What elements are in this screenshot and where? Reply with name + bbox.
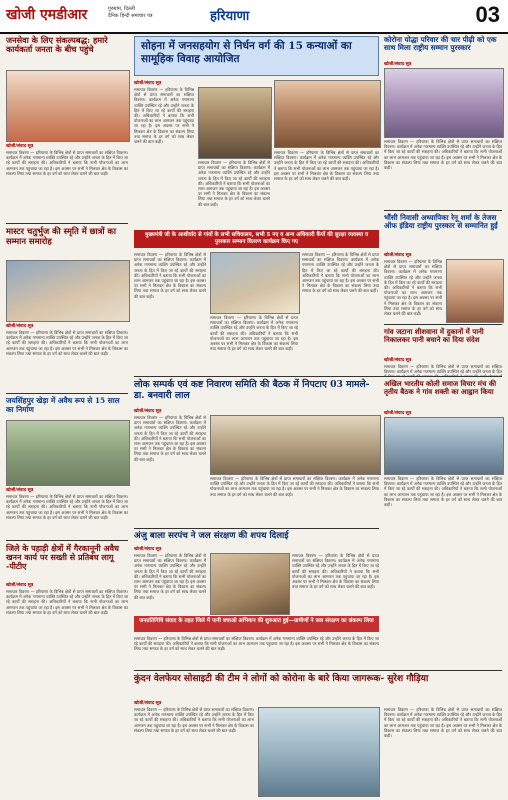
text-a2-col4: समाचार विवरण — हरियाणा के विभिन्न क्षेत्रों से प्राप्त समाचारों का संक्षिप्त विवरण। कार्यक्रम में अनेक गणमान्य व्यक्ति उपस्थित रहे और उन्होंने जनता के हित में किए जा रहे कार्यों की सराहना की। अधिकारियों ने बताया कि सभी योजनाओं का लाभ आमजन तक पहुंचाया जा रहा है। इस अवसर पर सभी ने मिलकर क्षेत्र के विकास का संकल्प लिया तथा समाज के हर वर्ग को साथ लेकर चलने की बात कही। [134,252,206,299]
headline-a3: कोरोना योद्धा परिवार की चार पीढ़ी को एक साथ मिला राष्ट्रीय सम्मान पुरस्कार [384,35,497,53]
masthead-meta [108,6,153,20]
photo-a1 [6,70,130,142]
meta-line-1: गुरुग्राम, दिल्ली [108,6,135,12]
byline-a10: खोजी/संवाद सूत्र [6,583,34,588]
photo-a3 [384,68,504,138]
byline-a1: खोजी/संवाद सूत्र [6,144,34,149]
section-title: हरियाणा [210,9,250,24]
byline-a12: खोजी/संवाद सूत्र [134,701,162,706]
text-a11-col1: समाचार विवरण — हरियाणा के विभिन्न क्षेत्रों से प्राप्त समाचारों का संक्षिप्त विवरण। कार्यक्रम में अनेक गणमान्य व्यक्ति उपस्थित रहे और उन्होंने जनता के हित में किए जा रहे कार्यों की सराहना की। अधिकारियों ने बताया कि सभी योजनाओं का लाभ आमजन तक पहुंचाया जा रहा है। इस अवसर पर सभी ने मिलकर क्षेत्र के विकास का संकल्प लिया तथा समाज के हर वर्ग को साथ लेकर चलने की बात कही। [134,553,206,600]
text-a7: समाचार विवरण — हरियाणा के विभिन्न क्षेत्रों से प्राप्त समाचारों का संक्षिप्त विवरण। कार्यक्रम में अनेक गणमान्य व्यक्ति उपस्थित रहे और उन्होंने जनता के हित में किए जा रहे कार्यों की सराहना की। अधिकारियों ने बताया कि सभी योजनाओं का लाभ आमजन तक पहुंचाया जा रहा है। इस अवसर पर सभी ने मिलकर क्षेत्र के विकास का संकल्प लिया तथा समाज के हर वर्ग को साथ लेकर चलने की बात कही। [6,494,128,520]
text-a12-col2: समाचार विवरण — हरियाणा के विभिन्न क्षेत्रों से प्राप्त समाचारों का संक्षिप्त विवरण। कार्यक्रम में अनेक गणमान्य व्यक्ति उपस्थित रहे और उन्होंने जनता के हित में किए जा रहे कार्यों की सराहना की। अधिकारियों ने बताया कि सभी योजनाओं का लाभ आमजन तक पहुंचाया जा रहा है। इस अवसर पर सभी ने मिलकर क्षेत्र के विकास का संकल्प लिया तथा समाज के हर वर्ग को साथ लेकर चलने की बात कही। [384,707,502,739]
headline-a11: अंजु बाला सरपंच ने जल संरक्षण की शपथ दिलाई [134,531,289,541]
divider [6,393,128,394]
headline-a5: भौंसी निवासी अध्यापिका रेनू शर्मा के तेजस ऑफ इंडिया राष्ट्रीय पुरस्कार से सम्मानित हुईं [384,213,498,231]
text-center: समाचार विवरण — हरियाणा के विभिन्न क्षेत्रों से प्राप्त समाचारों का संक्षिप्त विवरण। कार्यक्रम में अनेक गणमान्य व्यक्ति उपस्थित रहे और उन्होंने जनता के हित में किए जा रहे कार्यों की सराहना की। अधिकारियों ने बताया कि सभी योजनाओं का लाभ आमजन तक पहुंचाया जा रहा है। इस अवसर पर सभी ने मिलकर क्षेत्र के विकास का संकल्प लिया तथा समाज के हर वर्ग को साथ लेकर चलने की बात कही। [210,315,298,352]
photo-center [210,252,300,314]
byline-a11: खोजी/संवाद सूत्र [134,547,162,552]
text-a9: समाचार विवरण — हरियाणा के विभिन्न क्षेत्रों से प्राप्त समाचारों का संक्षिप्त विवरण। कार्यक्रम में अनेक गणमान्य व्यक्ति उपस्थित रहे और उन्होंने जनता के हित में किए जा रहे कार्यों की सराहना की। अधिकारियों ने बताया कि सभी योजनाओं का लाभ आमजन तक पहुंचाया जा रहा है। इस अवसर पर सभी ने मिलकर क्षेत्र के विकास का संकल्प लिया तथा समाज के हर वर्ग को साथ लेकर चलने की बात कही। [384,476,502,508]
meta-line-2: दैनिक हिन्दी समाचार पत्र [108,13,153,19]
text-a2-col1: समाचार विवरण — हरियाणा के विभिन्न क्षेत्रों से प्राप्त समाचारों का संक्षिप्त विवरण। कार्यक्रम में अनेक गणमान्य व्यक्ति उपस्थित रहे और उन्होंने जनता के हित में किए जा रहे कार्यों की सराहना की। अधिकारियों ने बताया कि सभी योजनाओं का लाभ आमजन तक पहुंचाया जा रहा है। इस अवसर पर सभी ने मिलकर क्षेत्र के विकास का संकल्प लिया तथा समाज के हर वर्ग को साथ लेकर चलने की बात कही। [134,87,194,145]
text-a3: समाचार विवरण — हरियाणा के विभिन्न क्षेत्रों से प्राप्त समाचारों का संक्षिप्त विवरण। कार्यक्रम में अनेक गणमान्य व्यक्ति उपस्थित रहे और उन्होंने जनता के हित में किए जा रहे कार्यों की सराहना की। अधिकारियों ने बताया कि सभी योजनाओं का लाभ आमजन तक पहुंचाया जा रहा है। इस अवसर पर सभी ने मिलकर क्षेत्र के विकास का संकल्प लिया तथा समाज के हर वर्ग को साथ लेकर चलने की बात कही। [384,139,502,171]
headline-a2: सोहना में जनसहयोग से निर्धन वर्ग की 15 कन्याओं का सामूहिक विवाह आयोजित [134,36,379,76]
news-strip-2: जनप्रतिनिधि संवाद के तहत जिले में पानी बचाओ अभियान की शुरुआत हुई—ग्रामीणों ने जल संरक्षण का संकल्प लिया [134,616,379,632]
headline-a1: जनसेवा के लिए संकल्पबद्ध: हमारे कार्यकर्ता जनता के बीच पहुंचे [6,35,108,55]
byline-a9: खोजी/संवाद सूत्र [384,411,412,416]
headline-a6: गांव जटाना शीशवाना में दुकानों में पानी निकालकर पानी बचाने का दिया संदेश [384,327,484,345]
divider [6,540,128,541]
text-a8-col1: समाचार विवरण — हरियाणा के विभिन्न क्षेत्रों से प्राप्त समाचारों का संक्षिप्त विवरण। कार्यक्रम में अनेक गणमान्य व्यक्ति उपस्थित रहे और उन्होंने जनता के हित में किए जा रहे कार्यों की सराहना की। अधिकारियों ने बताया कि सभी योजनाओं का लाभ आमजन तक पहुंचाया जा रहा है। इस अवसर पर सभी ने मिलकर क्षेत्र के विकास का संकल्प लिया तथा समाज के हर वर्ग को साथ लेकर चलने की बात कही। [134,415,206,462]
headline-a8: लोक सम्पर्क एवं कष्ट निवारण समिति की बैठक में निपटाए 03 मामले-डा. बनवारी लाल [134,379,370,401]
photo-a8 [210,415,381,475]
masthead [0,0,508,34]
photo-a2-right [274,80,381,148]
headline-a9: अखिल भारतीय कोली समाज विचार मंच की तृतीय बैठक ने गांव शक्ती का आह्वान किया [384,379,497,397]
text-a1: समाचार विवरण — हरियाणा के विभिन्न क्षेत्रों से प्राप्त समाचारों का संक्षिप्त विवरण। कार्यक्रम में अनेक गणमान्य व्यक्ति उपस्थित रहे और उन्होंने जनता के हित में किए जा रहे कार्यों की सराहना की। अधिकारियों ने बताया कि सभी योजनाओं का लाभ आमजन तक पहुंचाया जा रहा है। इस अवसर पर सभी ने मिलकर क्षेत्र के विकास का संकल्प लिया तथा समाज के हर वर्ग को साथ लेकर चलने की बात कही। [6,150,128,176]
divider [384,324,502,325]
byline-a2: खोजी/संवाद सूत्र [134,81,162,86]
text-a2-col2: समाचार विवरण — हरियाणा के विभिन्न क्षेत्रों से प्राप्त समाचारों का संक्षिप्त विवरण। कार्यक्रम में अनेक गणमान्य व्यक्ति उपस्थित रहे और उन्होंने जनता के हित में किए जा रहे कार्यों की सराहना की। अधिकारियों ने बताया कि सभी योजनाओं का लाभ आमजन तक पहुंचाया जा रहा है। इस अवसर पर सभी ने मिलकर क्षेत्र के विकास का संकल्प लिया तथा समाज के हर वर्ग को साथ लेकर चलने की बात कही। [198,160,270,207]
divider [134,376,502,377]
page-number: 03 [475,2,500,27]
text-center-right: समाचार विवरण — हरियाणा के विभिन्न क्षेत्रों से प्राप्त समाचारों का संक्षिप्त विवरण। कार्यक्रम में अनेक गणमान्य व्यक्ति उपस्थित रहे और उन्होंने जनता के हित में किए जा रहे कार्यों की सराहना की। अधिकारियों ने बताया कि सभी योजनाओं का लाभ आमजन तक पहुंचाया जा रहा है। इस अवसर पर सभी ने मिलकर क्षेत्र के विकास का संकल्प लिया तथा समाज के हर वर्ग को साथ लेकर चलने की बात कही। [302,252,379,294]
byline-a8: खोजी/संवाद सूत्र [134,409,162,414]
text-a4: समाचार विवरण — हरियाणा के विभिन्न क्षेत्रों से प्राप्त समाचारों का संक्षिप्त विवरण। कार्यक्रम में अनेक गणमान्य व्यक्ति उपस्थित रहे और उन्होंने जनता के हित में किए जा रहे कार्यों की सराहना की। अधिकारियों ने बताया कि सभी योजनाओं का लाभ आमजन तक पहुंचाया जा रहा है। इस अवसर पर सभी ने मिलकर क्षेत्र के विकास का संकल्प लिया तथा समाज के हर वर्ग को साथ लेकर चलने की बात कही। [6,330,128,356]
byline-a5: खोजी/संवाद सूत्र [384,253,412,258]
text-a8-col2: समाचार विवरण — हरियाणा के विभिन्न क्षेत्रों से प्राप्त समाचारों का संक्षिप्त विवरण। कार्यक्रम में अनेक गणमान्य व्यक्ति उपस्थित रहे और उन्होंने जनता के हित में किए जा रहे कार्यों की सराहना की। अधिकारियों ने बताया कि सभी योजनाओं का लाभ आमजन तक पहुंचाया जा रहा है। इस अवसर पर सभी ने मिलकर क्षेत्र के विकास का संकल्प लिया तथा समाज के हर वर्ग को साथ लेकर चलने की बात कही। [210,476,379,497]
headline-a4: मास्टर चतुर्भुज की स्मृति में छात्रों का सम्मान समारोह [6,226,117,246]
headline-a12: कुंदन वेलफेयर सोसाइटी की टीम ने लोगों को कोरोना के बारे किया जागरूक- सुरेश गौड़िया [134,674,429,684]
divider [134,528,379,529]
byline-a6: खोजी/संवाद सूत्र [384,358,412,363]
photo-a2 [198,87,272,159]
photo-a5 [446,259,504,323]
photo-a9 [384,417,504,475]
text-a12-col1: समाचार विवरण — हरियाणा के विभिन्न क्षेत्रों से प्राप्त समाचारों का संक्षिप्त विवरण। कार्यक्रम में अनेक गणमान्य व्यक्ति उपस्थित रहे और उन्होंने जनता के हित में किए जा रहे कार्यों की सराहना की। अधिकारियों ने बताया कि सभी योजनाओं का लाभ आमजन तक पहुंचाया जा रहा है। इस अवसर पर सभी ने मिलकर क्षेत्र के विकास का संकल्प लिया तथा समाज के हर वर्ग को साथ लेकर चलने की बात कही। [134,707,254,733]
byline-a4: खोजी/संवाद सूत्र [6,324,34,329]
text-a11-col2: समाचार विवरण — हरियाणा के विभिन्न क्षेत्रों से प्राप्त समाचारों का संक्षिप्त विवरण। कार्यक्रम में अनेक गणमान्य व्यक्ति उपस्थित रहे और उन्होंने जनता के हित में किए जा रहे कार्यों की सराहना की। अधिकारियों ने बताया कि सभी योजनाओं का लाभ आमजन तक पहुंचाया जा रहा है। इस अवसर पर सभी ने मिलकर क्षेत्र के विकास का संकल्प लिया तथा समाज के हर वर्ग को साथ लेकर चलने की बात कही। [292,553,379,590]
divider [384,210,502,211]
paper-name: खोजी एमडीआर [6,7,88,23]
text-a10: समाचार विवरण — हरियाणा के विभिन्न क्षेत्रों से प्राप्त समाचारों का संक्षिप्त विवरण। कार्यक्रम में अनेक गणमान्य व्यक्ति उपस्थित रहे और उन्होंने जनता के हित में किए जा रहे कार्यों की सराहना की। अधिकारियों ने बताया कि सभी योजनाओं का लाभ आमजन तक पहुंचाया जा रहा है। इस अवसर पर सभी ने मिलकर क्षेत्र के विकास का संकल्प लिया तथा समाज के हर वर्ग को साथ लेकर चलने की बात कही। [6,589,128,615]
text-a2-col3: समाचार विवरण — हरियाणा के विभिन्न क्षेत्रों से प्राप्त समाचारों का संक्षिप्त विवरण। कार्यक्रम में अनेक गणमान्य व्यक्ति उपस्थित रहे और उन्होंने जनता के हित में किए जा रहे कार्यों की सराहना की। अधिकारियों ने बताया कि सभी योजनाओं का लाभ आमजन तक पहुंचाया जा रहा है। इस अवसर पर सभी ने मिलकर क्षेत्र के विकास का संकल्प लिया तथा समाज के हर वर्ग को साथ लेकर चलने की बात कही। [274,150,379,182]
text-a6: समाचार विवरण — हरियाणा के विभिन्न क्षेत्रों से प्राप्त समाचारों का संक्षिप्त विवरण। कार्यक्रम में अनेक गणमान्य व्यक्ति उपस्थित रहे और उन्होंने जनता के हित [384,364,502,375]
text-strip-2: समाचार विवरण — हरियाणा के विभिन्न क्षेत्रों से प्राप्त समाचारों का संक्षिप्त विवरण। कार्यक्रम में अनेक गणमान्य व्यक्ति उपस्थित रहे और उन्होंने जनता के हित में किए जा रहे कार्यों की सराहना की। अधिकारियों ने बताया कि सभी योजनाओं का लाभ आमजन तक पहुंचाया जा रहा है। इस अवसर पर सभी ने मिलकर क्षेत्र के विकास का संकल्प लिया तथा समाज के हर वर्ग को साथ लेकर चलने की बात कही। [134,636,379,652]
headline-a10: जिले के पहाड़ी क्षेत्रों में गैरकानूनी अवैध खनन कार्य पर सख्ती से प्रतिबंध लागू -पीटीए [6,543,119,572]
photo-a4 [6,260,130,322]
byline-a7: खोजी/संवाद सूत्र [6,488,34,493]
byline-a3: खोजी/संवाद सूत्र [384,62,412,67]
text-a5: समाचार विवरण — हरियाणा के विभिन्न क्षेत्रों से प्राप्त समाचारों का संक्षिप्त विवरण। कार्यक्रम में अनेक गणमान्य व्यक्ति उपस्थित रहे और उन्होंने जनता के हित में किए जा रहे कार्यों की सराहना की। अधिकारियों ने बताया कि सभी योजनाओं का लाभ आमजन तक पहुंचाया जा रहा है। इस अवसर पर सभी ने मिलकर क्षेत्र के विकास का संकल्प लिया तथा समाज के हर वर्ग को साथ लेकर चलने की बात कही। [384,259,442,317]
photo-a12 [258,707,380,797]
headline-a7: जयसिंहपुर खेड़ा में अवैध रूप से 15 साल का निर्माण [6,396,120,414]
photo-a11 [210,553,290,615]
news-strip-1: मुख्यमंत्री जी के आशीर्वाद से गांवों के सभी सचिवालय, सभी 5 नए व अन्य अधिकारी कैंपों की सुरक्षा व्यवस्था व पुरस्कार सम्मान वितरण कार्यक्रम किए गए [134,230,379,248]
divider [6,223,128,224]
divider [134,670,502,671]
photo-a7 [6,420,130,486]
